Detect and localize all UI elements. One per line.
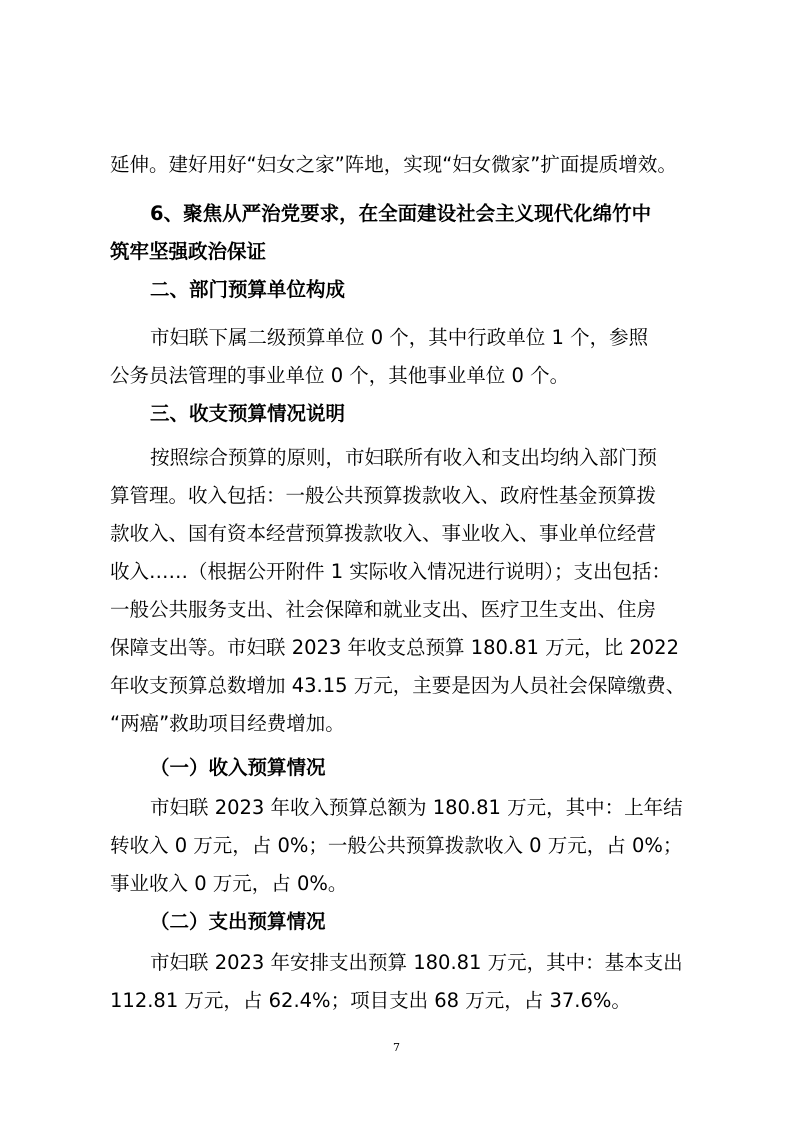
text-line: 延伸。建好用好“妇女之家”阵地，实现“妇女微家”扩面提质增效。 [110, 153, 677, 176]
text-line: 转收入 0 万元，占 0%；一般公共预算拨款收入 0 万元，占 0%； [110, 834, 683, 857]
text-line: 市妇联 2023 年收入预算总额为 180.81 万元，其中：上年结 [150, 796, 683, 819]
page-number: 7 [393, 1041, 400, 1054]
text-line: 公务员法管理的事业单位 0 个，其他事业单位 0 个。 [110, 364, 570, 387]
subsection-heading: （二）支出预算情况 [150, 910, 326, 933]
section-heading: 筑牢坚强政治保证 [110, 240, 267, 263]
text-line: 市妇联下属二级预算单位 0 个，其中行政单位 1 个，参照 [150, 326, 649, 349]
text-line: 算管理。收入包括：一般公共预算拨款收入、政府性基金预算拨 [110, 484, 657, 507]
text-line: 款收入、国有资本经营预算拨款收入、事业收入、事业单位经营 [110, 522, 657, 545]
section-heading: 二、部门预算单位构成 [150, 278, 346, 301]
text-line: 事业收入 0 万元，占 0%。 [110, 872, 348, 895]
text-line: “两癌”救助项目经费增加。 [110, 712, 345, 735]
section-heading: 三、收支预算情况说明 [150, 402, 346, 425]
text-line: 市妇联 2023 年安排支出预算 180.81 万元，其中：基本支出 [150, 951, 683, 974]
text-line: 收入……（根据公开附件 1 实际收入情况进行说明）；支出包括： [110, 560, 672, 583]
section-heading: 6、聚焦从严治党要求，在全面建设社会主义现代化绵竹中 [150, 202, 652, 225]
subsection-heading: （一）收入预算情况 [150, 756, 326, 779]
text-line: 按照综合预算的原则，市妇联所有收入和支出均纳入部门预 [150, 446, 658, 469]
text-line: 保障支出等。市妇联 2023 年收支总预算 180.81 万元，比 2022 [110, 636, 679, 659]
text-line: 112.81 万元，占 62.4%；项目支出 68 万元，占 37.6%。 [110, 989, 631, 1012]
text-line: 一般公共服务支出、社会保障和就业支出、医疗卫生支出、住房 [110, 598, 657, 621]
text-line: 年收支预算总数增加 43.15 万元，主要是因为人员社会保障缴费、 [110, 674, 686, 697]
